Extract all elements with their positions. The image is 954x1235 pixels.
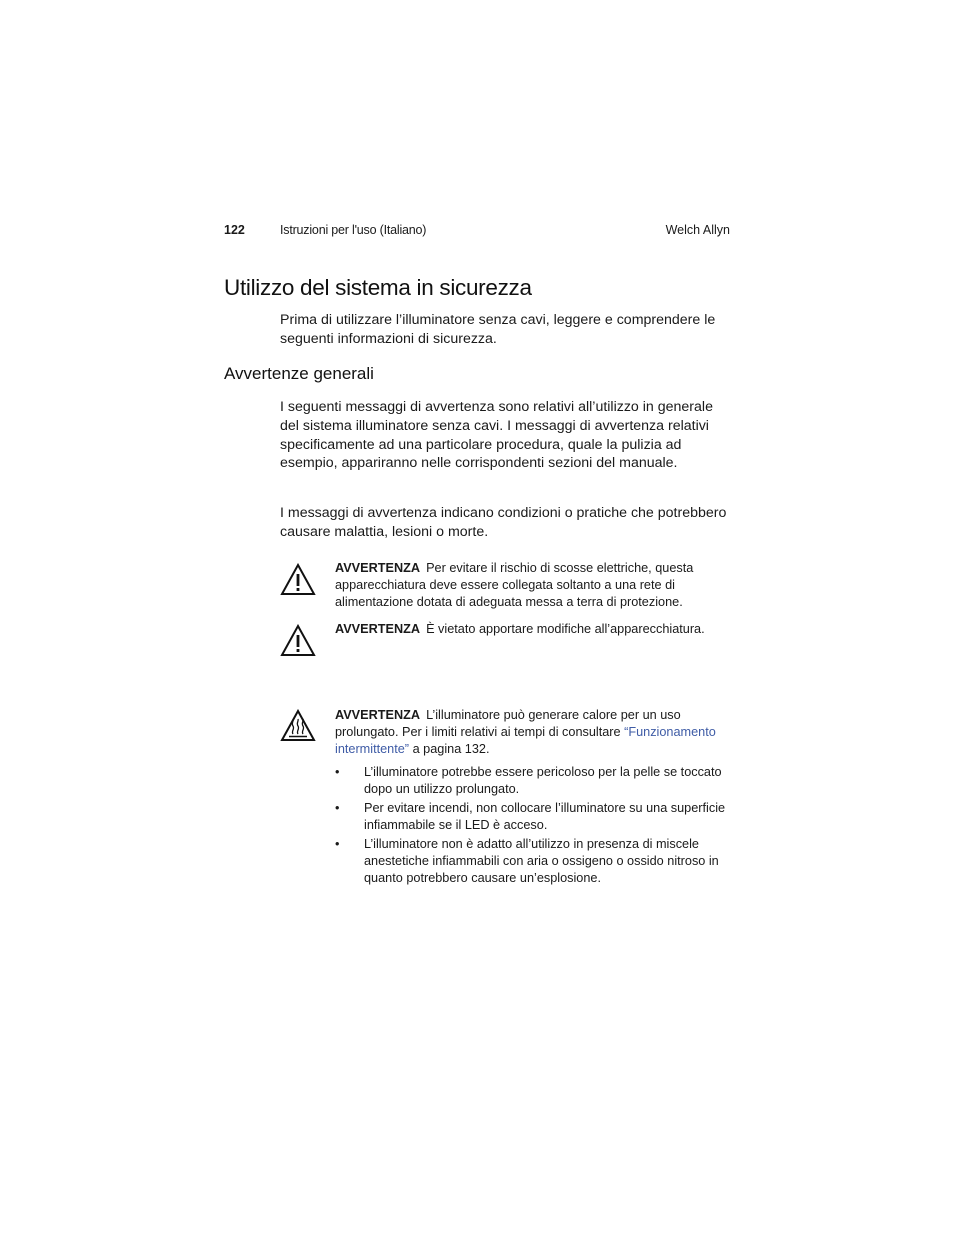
warning-triangle-icon [280, 563, 316, 597]
subsection-title: Avvertenze generali [224, 364, 374, 383]
cross-reference-link[interactable]: “Funzionamento intermittente” [335, 725, 716, 757]
list-item [335, 764, 735, 798]
general-paragraph-2: I messaggi di avvertenza indicano condizioni o pratiche che potrebbero causare malattia, lesioni o morte. [280, 505, 727, 540]
warning-message-suffix: a pagina 132. [409, 742, 490, 757]
hot-surface-icon [280, 709, 316, 743]
warning-message: È vietato apportare modifiche all’apparecchiatura. [426, 622, 705, 636]
warning-label: AVVERTENZA [335, 561, 421, 575]
bullet-icon: • [335, 837, 340, 851]
list-item [335, 800, 735, 834]
bullet-icon: • [335, 765, 340, 779]
warning-triangle-icon [280, 624, 316, 658]
list-item-text: Per evitare incendi, non collocare l’illuminatore su una superficie infiammabile se il LED è acceso. [364, 801, 726, 833]
document-title: Istruzioni per l'uso (Italiano) [280, 223, 427, 237]
list-item-text: L’illuminatore non è adatto all’utilizzo in presenza di miscele anestetiche infiammabili con aria o ossigeno o ossido nitroso in quanto potrebbero causare un’esplosione. [364, 837, 719, 886]
warning-label: AVVERTENZA [335, 622, 421, 636]
list-item [335, 836, 735, 888]
warning-text [335, 560, 735, 612]
warning-bullet-list [335, 764, 735, 889]
warning-text [335, 707, 735, 759]
brand-name: Welch Allyn [665, 223, 730, 237]
running-header [224, 222, 730, 238]
list-item-text: L’illuminatore potrebbe essere pericoloso per la pelle se toccato dopo un utilizzo prolungato. [364, 765, 722, 797]
warning-message: L’illuminatore può generare calore per un uso prolungato. Per i limiti relativi ai tempi di consultare [335, 708, 681, 740]
bullet-icon: • [335, 801, 340, 815]
warning-message: Per evitare il rischio di scosse elettriche, questa apparecchiatura deve essere collegata soltanto a una rete di alimentazione dotata di adeguata messa a terra di protezione. [335, 561, 694, 610]
warning-label: AVVERTENZA [335, 708, 421, 722]
intro-paragraph: Prima di utilizzare l’illuminatore senza cavi, leggere e comprendere le seguenti informazioni di sicurezza. [280, 312, 716, 347]
page-number: 122 [224, 223, 245, 237]
general-paragraph-1: I seguenti messaggi di avvertenza sono relativi all’utilizzo in generale del sistema illuminatore senza cavi. I messaggi di avvertenza relativi specificamente ad una particolare procedura, quale la pulizia ad esempio, appariranno nelle corrispondenti sezioni del manuale. [280, 399, 713, 472]
warning-text [335, 621, 735, 638]
section-title: Utilizzo del sistema in sicurezza [224, 275, 532, 300]
